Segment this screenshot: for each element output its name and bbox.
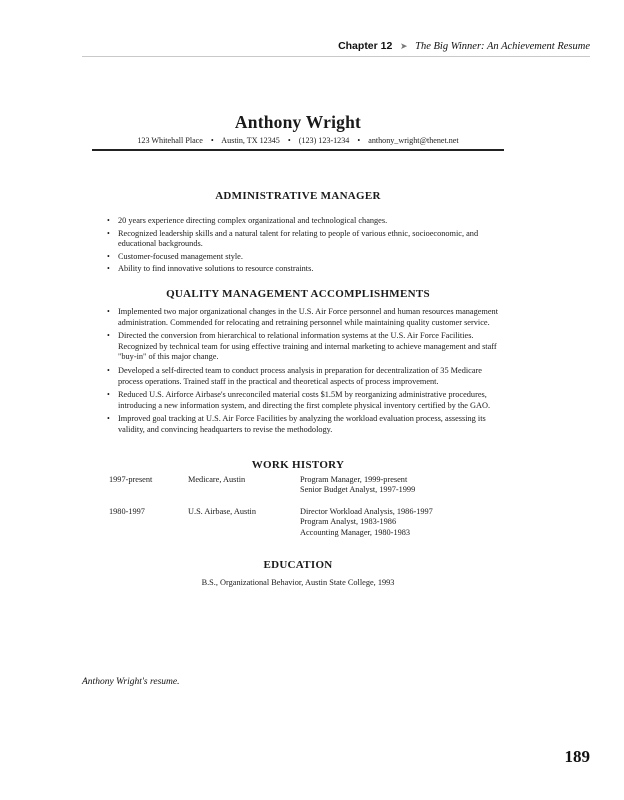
contact-separator: •: [210, 136, 214, 145]
contact-city: Austin, TX 12345: [221, 136, 280, 145]
chapter-title: The Big Winner: An Achievement Resume: [415, 41, 590, 52]
summary-list: [92, 216, 504, 275]
running-head: [338, 39, 590, 54]
chapter-label: Chapter 12: [338, 40, 393, 52]
contact-separator: •: [357, 136, 361, 145]
education-heading: EDUCATION: [263, 558, 333, 571]
contact-address: 123 Whitehall Place: [137, 136, 203, 145]
list-item: • Implemented two major organizational changes in the U.S. Air Force personnel and human resources management administration. Commended for relocating and retraining personnel while maintaining quality customer service.: [118, 307, 504, 328]
position-title: Program Manager, 1999-present: [300, 474, 408, 484]
list-item: • Recognized leadership skills and a natural talent for relating to people of various ethnic, socioeconomic, and educational backgrounds.: [118, 229, 504, 250]
page-number: 189: [564, 747, 590, 766]
accomplishments-heading: QUALITY MANAGEMENT ACCOMPLISHMENTS: [166, 287, 430, 300]
education-degree: B.S., Organizational Behavior, Austin State College, 1993: [201, 577, 395, 587]
work-years: 1980-1997: [109, 506, 145, 516]
arrow-icon: ➤: [399, 41, 408, 51]
list-item: • Developed a self-directed team to conduct process analysis in preparation for decentralization of 35 Medicare process operations. Trained staff in the practical and theoretical aspects of process improvement.: [118, 366, 504, 387]
contact-line: [92, 135, 504, 146]
name-divider: [92, 149, 504, 151]
work-entry-airbase: [92, 507, 504, 539]
position-title: Senior Budget Analyst, 1997-1999: [300, 485, 416, 495]
position-title: Director Workload Analysis, 1986-1997: [300, 506, 433, 516]
figure-caption: Anthony Wright's resume.: [82, 677, 180, 687]
resume-document: [92, 112, 504, 588]
work-employer: U.S. Airbase, Austin: [188, 506, 256, 516]
position-title: Program Analyst, 1983-1986: [300, 517, 397, 527]
accomplishments-list: [92, 307, 504, 436]
resume-name: Anthony Wright: [234, 112, 362, 132]
contact-phone: (123) 123-1234: [298, 136, 350, 145]
list-item: • Customer-focused management style.: [118, 252, 504, 263]
position-title: Accounting Manager, 1980-1983: [300, 527, 411, 537]
list-item: • 20 years experience directing complex organizational and technological changes.: [118, 216, 504, 227]
list-item: • Directed the conversion from hierarchical to relational information systems at the U.S. Air Force Facilities. Recognized by technical team for using effective training and internal marketing to achieve management and staff "buy-in" of this major change.: [118, 331, 504, 363]
contact-separator: •: [287, 136, 291, 145]
list-item: • Improved goal tracking at U.S. Air Force Facilities by analyzing the workload evaluation process, assessing its validity, and convincing headquarters to revise the methodology.: [118, 414, 504, 435]
work-positions: [300, 475, 415, 496]
list-item: • Ability to find innovative solutions to resource constraints.: [118, 264, 504, 275]
contact-email: anthony_wright@thenet.net: [368, 136, 459, 145]
work-positions: [300, 507, 433, 539]
work-employer: Medicare, Austin: [188, 474, 246, 484]
work-history-heading: WORK HISTORY: [251, 458, 345, 471]
header-divider: [82, 56, 590, 57]
work-entry-medicare: [92, 475, 504, 507]
work-years: 1997-present: [109, 474, 153, 484]
list-item: • Reduced U.S. Airforce Airbase's unreconciled material costs $1.5M by reorganizing administrative procedures, introducing a new information system, and directing the first complete physical inventory certified by the GAO.: [118, 390, 504, 411]
summary-heading: ADMINISTRATIVE MANAGER: [215, 190, 381, 202]
